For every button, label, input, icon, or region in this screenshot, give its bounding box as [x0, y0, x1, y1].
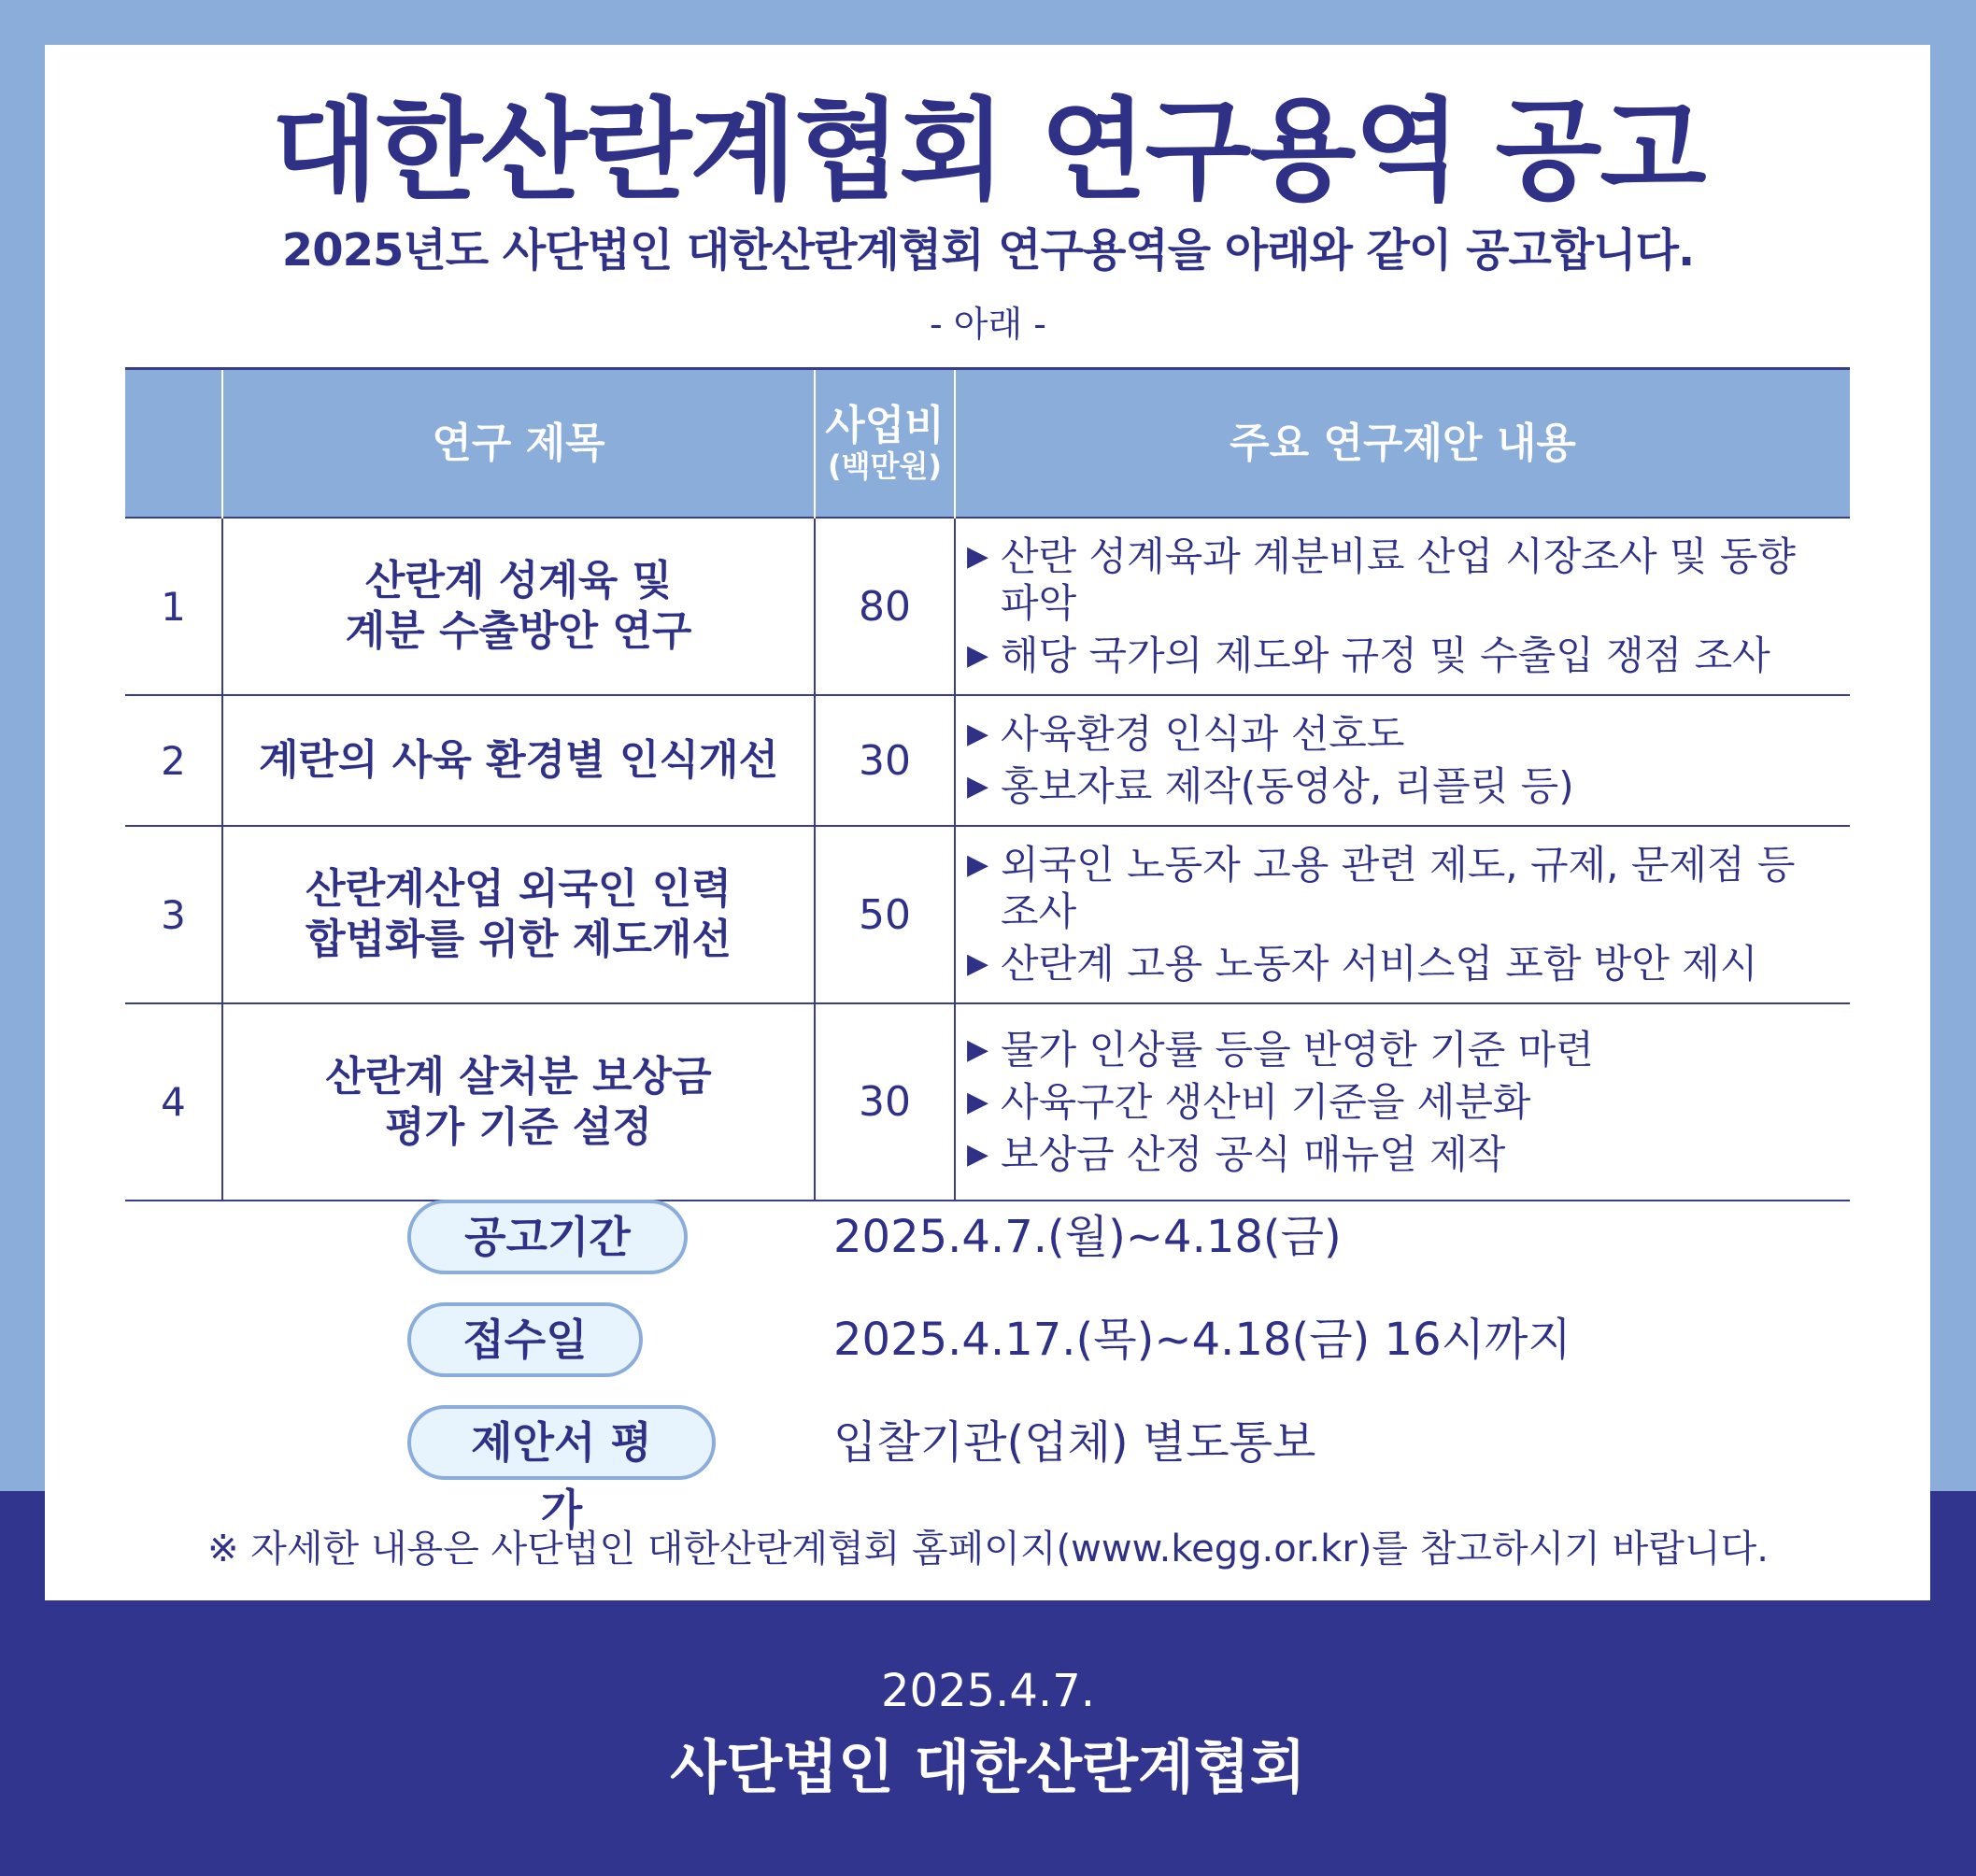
- triangle-bullet-icon: ▶: [967, 1032, 989, 1066]
- list-item-text: 산란계 고용 노동자 서비스업 포함 방안 제시: [1001, 941, 1758, 987]
- triangle-bullet-icon: ▶: [967, 718, 989, 750]
- research-title-line: 계분 수출방안 연구: [345, 607, 692, 655]
- research-title: [222, 826, 815, 1003]
- list-item: [967, 711, 1831, 758]
- table-row: [125, 1003, 1850, 1201]
- triangle-bullet-icon: ▶: [967, 1085, 989, 1118]
- row-number: 2: [125, 695, 222, 826]
- announcement-period-value: 2025.4.7.(월)~4.18(금): [833, 1211, 1342, 1263]
- proposal-evaluation-value: 입찰기관(업체) 별도통보: [833, 1416, 1316, 1469]
- table-row: [125, 826, 1850, 1003]
- project-cost: 50: [815, 826, 955, 1003]
- page-title: 대한산란계협회 연구용역 공고: [271, 86, 1705, 215]
- submission-date-value: 2025.4.17.(목)~4.18(금) 16시까지: [833, 1314, 1571, 1366]
- proposal-list: [967, 1027, 1831, 1178]
- footer-date: 2025.4.7.: [880, 1665, 1095, 1717]
- list-item: [967, 1079, 1831, 1126]
- list-item-text: 해당 국가의 제도와 규정 및 수출입 쟁점 조사: [1001, 632, 1770, 678]
- list-item-text: 보상금 산정 공식 매뉴얼 제작: [1001, 1130, 1506, 1177]
- header-desc: 주요 연구제안 내용: [955, 369, 1850, 519]
- list-item-text: 물가 인상률 등을 반영한 기준 마련: [1001, 1026, 1594, 1073]
- info-row-announcement-period: [0, 1200, 1976, 1280]
- list-item: [967, 1027, 1831, 1073]
- info-row-proposal-evaluation: [0, 1405, 1976, 1535]
- footnote: ※ 자세한 내용은 사단법인 대한산란계협회 홈페이지(www.kegg.or.kr)를 참고하시기 바랍니다.: [207, 1528, 1769, 1570]
- header-no: [125, 369, 222, 519]
- proposal-list: [967, 711, 1831, 810]
- header-cost: [815, 369, 955, 519]
- triangle-bullet-icon: ▶: [967, 848, 989, 881]
- research-table: [125, 367, 1850, 1201]
- list-item: [967, 533, 1831, 627]
- header-cost-label: 사업비: [825, 401, 945, 449]
- list-item: [967, 763, 1831, 810]
- list-item: [967, 1131, 1831, 1178]
- row-number: 4: [125, 1003, 222, 1201]
- header-cost-unit: (백만원): [828, 448, 942, 484]
- research-title-line: 계란의 사육 환경별 인식개선: [258, 736, 778, 784]
- triangle-bullet-icon: ▶: [967, 639, 989, 672]
- proposal-evaluation-label: 제안서 평가: [407, 1405, 716, 1480]
- list-item-text: 사육구간 생산비 기준을 세분화: [1001, 1078, 1531, 1125]
- list-item-text: 사육환경 인식과 선호도: [1001, 711, 1405, 757]
- table-header-row: [125, 369, 1850, 519]
- list-item-text: 외국인 노동자 고용 관련 제도, 규제, 문제점 등 조사: [1001, 842, 1796, 934]
- proposal-contents: [955, 518, 1850, 695]
- proposal-contents: [955, 826, 1850, 1003]
- proposal-contents: [955, 1003, 1850, 1201]
- project-cost: 80: [815, 518, 955, 695]
- project-cost: 30: [815, 695, 955, 826]
- proposal-list: [967, 842, 1831, 988]
- list-item-text: 산란 성계육과 계분비료 산업 시장조사 및 동향 파악: [1001, 533, 1796, 626]
- research-title: [222, 518, 815, 695]
- footer-organization: 사단법인 대한산란계협회: [670, 1733, 1306, 1801]
- triangle-bullet-icon: ▶: [967, 540, 989, 573]
- submission-date-label: 접수일: [407, 1302, 643, 1377]
- research-title: [222, 1003, 815, 1201]
- notice-marker: - 아래 -: [930, 304, 1046, 345]
- research-title-line: 산란계 성계육 및: [364, 557, 673, 604]
- info-row-submission-date: [0, 1302, 1976, 1383]
- row-number: 1: [125, 518, 222, 695]
- proposal-list: [967, 533, 1831, 679]
- triangle-bullet-icon: ▶: [967, 770, 989, 803]
- triangle-bullet-icon: ▶: [967, 1137, 989, 1171]
- research-title-line: 산란계산업 외국인 인력: [306, 865, 732, 913]
- header-title: 연구 제목: [222, 369, 815, 519]
- page-subtitle: 2025년도 사단법인 대한산란계협회 연구용역을 아래와 같이 공고합니다.: [281, 224, 1695, 277]
- list-item-text: 홍보자료 제작(동영상, 리플릿 등): [1001, 763, 1574, 809]
- row-number: 3: [125, 826, 222, 1003]
- list-item: [967, 632, 1831, 679]
- table-row: [125, 518, 1850, 695]
- list-item: [967, 842, 1831, 935]
- triangle-bullet-icon: ▶: [967, 947, 989, 980]
- list-item: [967, 941, 1831, 988]
- research-title: [222, 695, 815, 826]
- research-title-line: 산란계 살처분 보상금: [325, 1052, 712, 1101]
- project-cost: 30: [815, 1003, 955, 1201]
- research-title-line: 합법화를 위한 제도개선: [306, 916, 732, 963]
- announcement-period-label: 공고기간: [407, 1200, 688, 1274]
- proposal-contents: [955, 695, 1850, 826]
- research-title-line: 평가 기준 설정: [385, 1102, 652, 1151]
- table-row: [125, 695, 1850, 826]
